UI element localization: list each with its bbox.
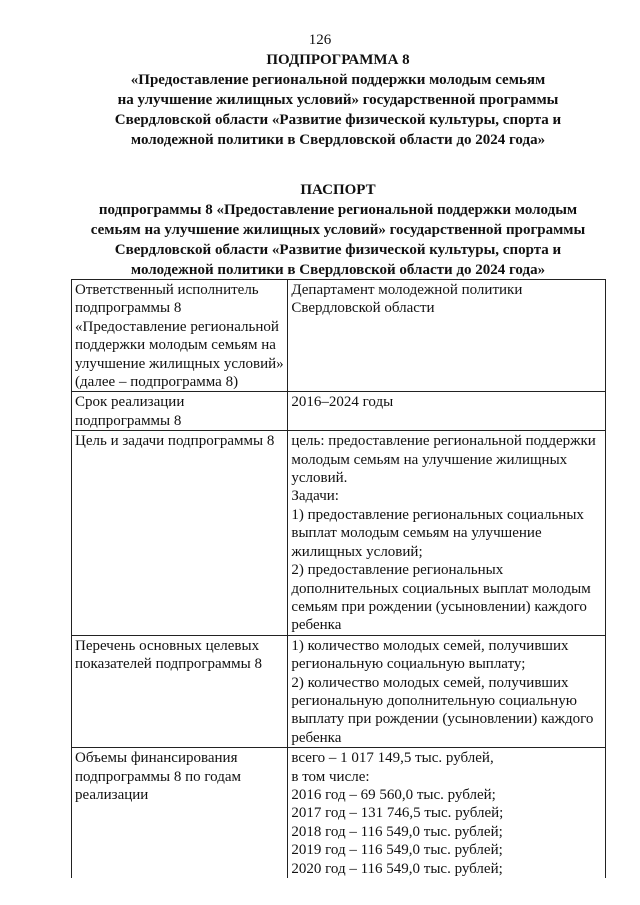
row-value-cell [288, 431, 606, 635]
subprogram-heading-line: молодежной политики в Свердловской области до 2024 года» [130, 132, 546, 148]
row-value-line: региональную дополнительную социальную [291, 692, 577, 709]
row-value-line: 2018 год – 116 549,0 тыс. рублей; [291, 823, 503, 840]
table-row [72, 431, 606, 635]
row-label-cell [72, 392, 288, 431]
subprogram-heading-line: Свердловской области «Развитие физической культуры, спорта и [114, 112, 562, 128]
row-label-line: подпрограммы 8 по годам [75, 768, 242, 785]
row-label-line: Объемы финансирования [75, 750, 238, 767]
row-value-line: выплату при рождении (усыновлении) каждого [291, 711, 594, 728]
passport-heading-line: подпрограммы 8 «Предоставление региональной поддержки молодым [98, 202, 578, 218]
passport-heading-line: семьям на улучшение жилищных условий» государственной программы [90, 222, 586, 238]
row-value-line: Департамент молодежной политики [291, 282, 523, 298]
table-row [72, 748, 606, 878]
row-value-line: 2019 год – 116 549,0 тыс. рублей; [291, 842, 503, 859]
row-label-line: (далее – подпрограмма 8) [75, 374, 239, 391]
row-label-line: «Предоставление региональной [75, 318, 279, 335]
row-value-line: семьям при рождении (усыновлении) каждого [291, 598, 587, 615]
row-label-line: улучшение жилищных условий» [75, 355, 284, 372]
row-value-line: 2020 год – 116 549,0 тыс. рублей; [291, 860, 503, 877]
row-label-cell [72, 431, 288, 635]
row-value-cell [288, 748, 606, 878]
row-value-line: 2017 год – 131 746,5 тыс. рублей; [291, 805, 504, 822]
passport-table [71, 279, 606, 878]
subprogram-heading-line: ПОДПРОГРАММА 8 [266, 52, 410, 68]
row-value-line: 2016 год – 69 560,0 тыс. рублей; [291, 786, 496, 803]
table-row [72, 392, 606, 431]
row-value-line: дополнительных социальных выплат молодым [291, 580, 591, 597]
row-value-line: цель: предоставление региональной поддержки [291, 433, 596, 450]
row-value-line: всего – 1 017 149,5 тыс. рублей, [291, 750, 494, 767]
row-value-line: Задачи: [291, 488, 339, 505]
subprogram-heading-line: «Предоставление региональной поддержки молодым семьям [130, 72, 546, 88]
row-value-cell [288, 635, 606, 747]
passport-heading [60, 180, 616, 280]
table-row [72, 635, 606, 747]
row-value-line: в том числе: [291, 768, 370, 785]
row-value-line: 1) предоставление региональных социальных [291, 506, 584, 523]
row-value-line: жилищных условий; [291, 543, 423, 560]
row-value-line: 2016–2024 годы [291, 394, 394, 411]
row-value-line: ребенка [291, 617, 342, 634]
row-value-line: выплат молодым семьям на улучшение [291, 525, 542, 542]
subprogram-heading-line: на улучшение жилищных условий» государственной программы [117, 92, 559, 108]
row-value-line: региональную социальную выплату; [291, 656, 526, 673]
row-value-line: условий. [291, 470, 348, 487]
row-label-line: поддержки молодым семьям на [75, 337, 276, 354]
row-value-line: 2) количество молодых семей, получивших [291, 674, 569, 691]
row-label-line: Срок реализации [75, 394, 185, 411]
row-label-line: подпрограммы 8 [75, 412, 182, 429]
subprogram-heading [60, 50, 616, 150]
page-number: 126 [308, 32, 332, 48]
row-value-line: Свердловской области [291, 300, 435, 317]
row-label-cell [72, 635, 288, 747]
row-value-line: ребенка [291, 729, 342, 746]
row-label-line: реализации [75, 786, 149, 803]
row-label-line: Перечень основных целевых [75, 637, 260, 654]
table-row [72, 280, 606, 392]
row-value-line: 2) предоставление региональных [291, 562, 504, 579]
row-label-cell [72, 748, 288, 878]
row-value-line: молодым семьям на улучшение жилищных [291, 451, 568, 468]
row-label-cell [72, 280, 288, 392]
row-label-line: подпрограммы 8 [75, 300, 182, 317]
passport-title: ПАСПОРТ [300, 182, 376, 198]
row-value-cell [288, 392, 606, 431]
row-label-line: Ответственный исполнитель [75, 282, 259, 298]
row-label-line: Цель и задачи подпрограммы 8 [75, 433, 275, 450]
row-value-line: 1) количество молодых семей, получивших [291, 637, 569, 654]
passport-heading-line: молодежной политики в Свердловской области до 2024 года» [130, 262, 546, 278]
row-label-line: показателей подпрограммы 8 [75, 656, 262, 673]
row-value-cell [288, 280, 606, 392]
passport-heading-line: Свердловской области «Развитие физической культуры, спорта и [114, 242, 562, 258]
